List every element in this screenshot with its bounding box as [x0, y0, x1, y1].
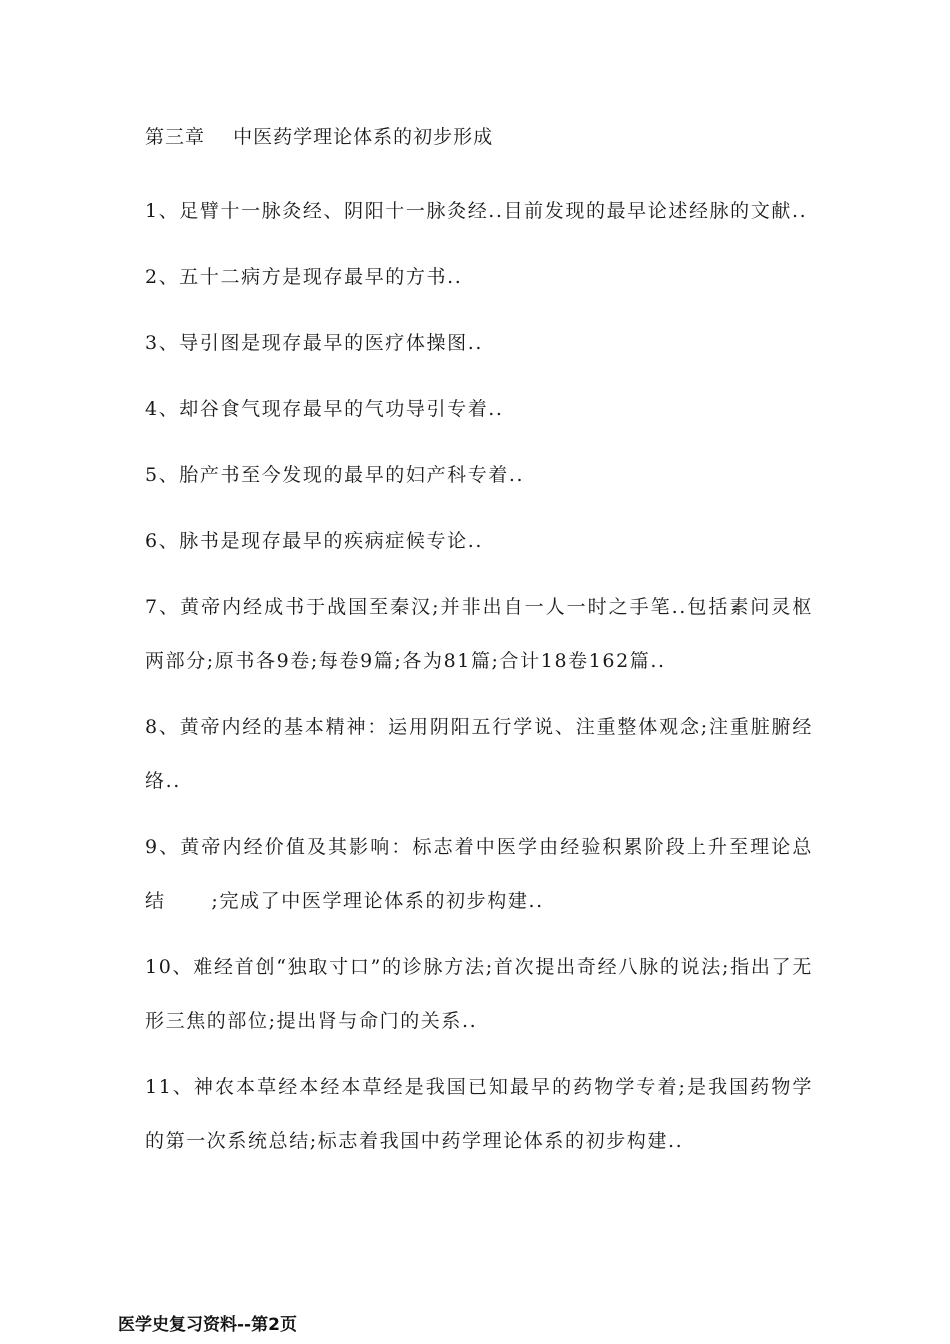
list-item: 1、足臂十一脉灸经、阴阳十一脉灸经..目前发现的最早论述经脉的文献..: [145, 200, 808, 222]
list-item: 9、黄帝内经价值及其影响：标志着中医学由经验积累阶段上升至理论总结 ;完成了中医学理论体系的初步构建..: [145, 836, 813, 912]
list-item: 3、导引图是现存最早的医疗体操图..: [145, 332, 483, 354]
page-footer: 医学史复习资料--第2页: [118, 1315, 297, 1335]
list-item: 6、脉书是现存最早的疾病症候专论..: [145, 530, 483, 552]
list-item: 10、难经首创“独取寸口”的诊脉方法;首次提出奇经八脉的说法;指出了无形三焦的部位;提出肾与命门的关系..: [145, 956, 813, 1032]
list-item: 8、黄帝内经的基本精神：运用阴阳五行学说、注重整体观念;注重脏腑经络..: [145, 716, 813, 792]
list-item: 2、五十二病方是现存最早的方书..: [145, 266, 463, 288]
list-item: 5、胎产书至今发现的最早的妇产科专着..: [145, 464, 525, 486]
chapter-title: 第三章 中医药学理论体系的初步形成: [145, 126, 494, 148]
list-item: 7、黄帝内经成书于战国至秦汉;并非出自一人一时之手笔..包括素问灵枢两部分;原书各9卷;每卷9篇;各为81篇;合计18卷162篇..: [145, 596, 813, 672]
list-item: 11、神农本草经本经本草经是我国已知最早的药物学专着;是我国药物学的第一次系统总结;标志着我国中药学理论体系的初步构建..: [145, 1076, 813, 1152]
page-content: [145, 118, 813, 1180]
list-item: 4、却谷食气现存最早的气功导引专着..: [145, 398, 504, 420]
